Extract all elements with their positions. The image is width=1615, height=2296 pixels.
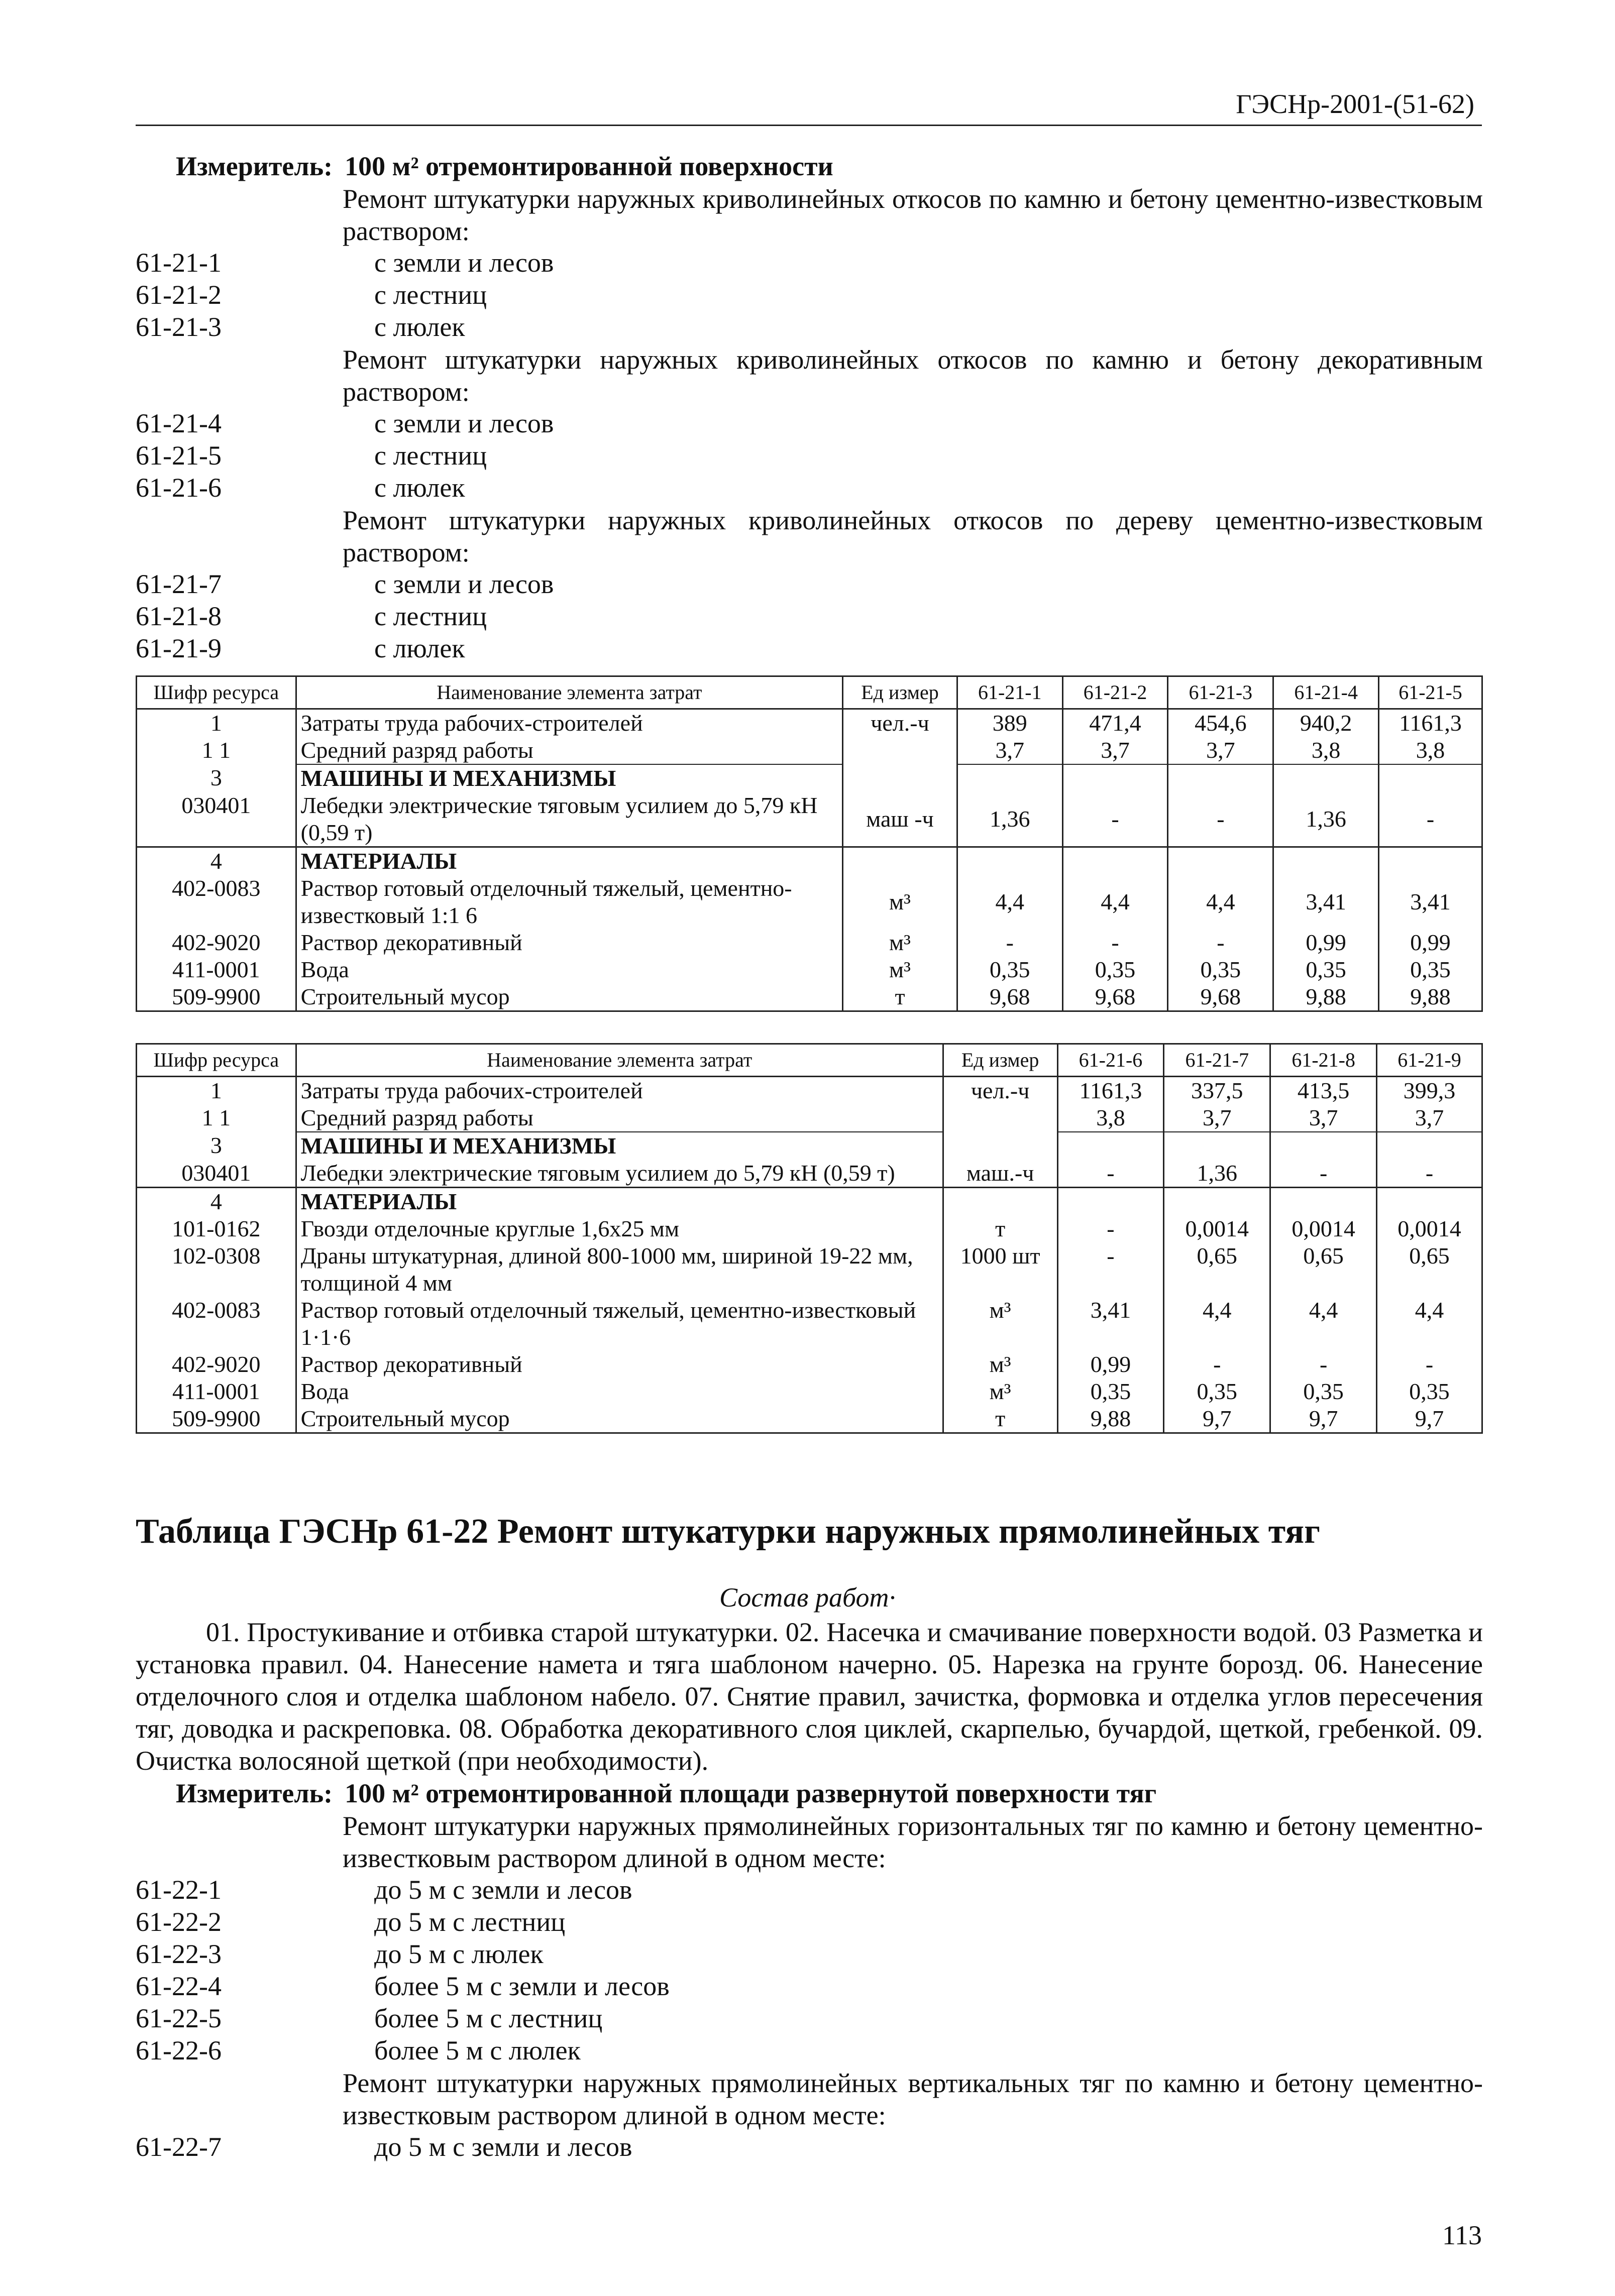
work-item: до 5 м с лестниц xyxy=(374,1907,566,1937)
unit: м³ xyxy=(943,1297,1057,1351)
resource-code: 1 1 xyxy=(137,737,296,764)
work-item: с лестниц xyxy=(374,280,487,310)
norm-value: 0,35 xyxy=(1057,1378,1164,1405)
resource-code: 1 xyxy=(137,1077,296,1105)
norm-value: - xyxy=(1270,1160,1377,1188)
norm-value: 9,68 xyxy=(1062,983,1168,1011)
norm-value: 0,0014 xyxy=(1377,1215,1482,1242)
unit: маш.-ч xyxy=(943,1160,1057,1188)
work-code: 61-22-6 xyxy=(136,2035,222,2065)
norm-value: 9,88 xyxy=(1379,983,1482,1011)
norm-value: 0,99 xyxy=(1057,1351,1164,1378)
work-item: с лестниц xyxy=(374,440,487,471)
norm-value: 3,41 xyxy=(1057,1297,1164,1351)
column-header: Ед измер xyxy=(943,1044,1057,1077)
norm-value: - xyxy=(1377,1351,1482,1378)
norm-value: - xyxy=(1377,1160,1482,1188)
table-row xyxy=(137,1104,1482,1132)
norm-value: 471,4 xyxy=(1062,709,1168,737)
norm-value: 1161,3 xyxy=(1057,1077,1164,1105)
norm-value: 337,5 xyxy=(1164,1077,1270,1105)
page-number: 113 xyxy=(1442,2220,1482,2250)
resource-code: 101-0162 xyxy=(137,1215,296,1242)
work-description: Ремонт штукатурки наружных прямолинейных вертикальных тяг по камню и бетону цементно-известковым раствором длиной в одном месте: xyxy=(343,2068,1483,2130)
column-header: Шифр ресурса xyxy=(137,676,296,709)
column-header: 61-21-9 xyxy=(1377,1044,1482,1077)
table-row xyxy=(137,709,1482,737)
work-description: Ремонт штукатурки наружных криволинейных откосов по дереву цементно-известковым раствором: xyxy=(343,505,1483,567)
work-item: с люлек xyxy=(374,312,465,342)
norm-value: - xyxy=(1379,792,1482,847)
unit: м³ xyxy=(943,1378,1057,1405)
resource-code: 4 xyxy=(137,1188,296,1216)
column-header: 61-21-3 xyxy=(1168,676,1273,709)
table-row xyxy=(137,1188,1482,1216)
resource-code: 411-0001 xyxy=(137,1378,296,1405)
table-row xyxy=(137,875,1482,929)
work-code: 61-22-7 xyxy=(136,2132,222,2162)
section-heading: МАШИНЫ И МЕХАНИЗМЫ xyxy=(296,1132,943,1160)
resource-name: Затраты труда рабочих-строителей xyxy=(296,709,842,737)
norm-value: 1,36 xyxy=(1273,792,1379,847)
resource-name: Раствор декоративный xyxy=(296,929,842,956)
norm-value: - xyxy=(957,929,1062,956)
resource-name: Драны штукатурная, длиной 800-1000 мм, шириной 19-22 мм, толщиной 4 мм xyxy=(296,1242,943,1297)
work-description: Ремонт штукатурки наружных прямолинейных горизонтальных тяг по камню и бетону цементно-известковым раствором длиной в одном месте: xyxy=(343,1811,1483,1873)
work-code: 61-21-5 xyxy=(136,440,222,471)
work-item: до 5 м с люлек xyxy=(374,1939,544,1969)
table-row xyxy=(137,1215,1482,1242)
work-item: до 5 м с земли и лесов xyxy=(374,1875,632,1905)
resource-name: Лебедки электрические тяговым усилием до 5,79 кН (0,59 т) xyxy=(296,792,842,847)
resource-name: Средний разряд работы xyxy=(296,1104,943,1132)
work-code: 61-22-4 xyxy=(136,1971,222,2001)
norm-value: 0,65 xyxy=(1164,1242,1270,1297)
unit: м³ xyxy=(843,875,957,929)
unit: чел.-ч xyxy=(943,1077,1057,1105)
work-item: с лестниц xyxy=(374,601,487,631)
column-header: Ед измер xyxy=(843,676,957,709)
work-code: 61-22-5 xyxy=(136,2003,222,2033)
work-item: более 5 м с люлек xyxy=(374,2035,581,2065)
norm-value: 9,88 xyxy=(1273,983,1379,1011)
resource-code: 030401 xyxy=(137,792,296,847)
norm-value: 3,7 xyxy=(1377,1104,1482,1132)
work-item: с земли и лесов xyxy=(374,569,554,599)
unit: м³ xyxy=(943,1351,1057,1378)
work-item: с земли и лесов xyxy=(374,408,554,438)
work-code: 61-22-1 xyxy=(136,1875,222,1905)
table-header-row xyxy=(137,1044,1482,1077)
work-description: Ремонт штукатурки наружных криволинейных откосов по камню и бетону декоративным раствором: xyxy=(343,345,1483,407)
table-header-row xyxy=(137,676,1482,709)
norm-value: 3,7 xyxy=(1062,737,1168,764)
resource-code: 4 xyxy=(137,847,296,875)
table-row xyxy=(137,737,1482,764)
norm-value: 9,68 xyxy=(957,983,1062,1011)
measure-value: 100 м² отремонтированной площади развернутой поверхности тяг xyxy=(345,1778,1157,1808)
norm-value: - xyxy=(1057,1242,1164,1297)
resource-name: Средний разряд работы xyxy=(296,737,842,764)
table-row xyxy=(137,764,1482,792)
section-heading: МАШИНЫ И МЕХАНИЗМЫ xyxy=(296,764,842,792)
column-header: 61-21-1 xyxy=(957,676,1062,709)
table-row xyxy=(137,847,1482,875)
norm-value: 399,3 xyxy=(1377,1077,1482,1105)
work-item: более 5 м с лестниц xyxy=(374,2003,603,2033)
resource-code: 1 xyxy=(137,709,296,737)
column-header: Шифр ресурса xyxy=(137,1044,296,1077)
norm-value: 0,65 xyxy=(1377,1242,1482,1297)
work-description: Ремонт штукатурки наружных криволинейных откосов по камню и бетону цементно-известковым раствором: xyxy=(343,184,1483,246)
resource-name: Вода xyxy=(296,1378,943,1405)
work-item: с люлек xyxy=(374,633,465,663)
norm-value: 3,7 xyxy=(1270,1104,1377,1132)
measure-line-2 xyxy=(176,1778,1156,1809)
norm-value: 9,88 xyxy=(1057,1405,1164,1433)
norm-value: 0,99 xyxy=(1379,929,1482,956)
table-row xyxy=(137,1132,1482,1160)
column-header: 61-21-5 xyxy=(1379,676,1482,709)
work-code: 61-21-9 xyxy=(136,633,222,663)
measure-label: Измеритель: xyxy=(176,151,333,181)
norm-value: 4,4 xyxy=(957,875,1062,929)
norm-value: 4,4 xyxy=(1164,1297,1270,1351)
norm-value: 9,7 xyxy=(1377,1405,1482,1433)
column-header: 61-21-7 xyxy=(1164,1044,1270,1077)
measure-line-1 xyxy=(176,151,833,182)
norm-value: - xyxy=(1062,792,1168,847)
norm-value: - xyxy=(1057,1215,1164,1242)
norm-value: 3,8 xyxy=(1057,1104,1164,1132)
unit: т xyxy=(843,983,957,1011)
work-code: 61-21-2 xyxy=(136,280,222,310)
norm-value: 3,41 xyxy=(1273,875,1379,929)
norm-value: 9,7 xyxy=(1164,1405,1270,1433)
column-header: 61-21-6 xyxy=(1057,1044,1164,1077)
norm-value: - xyxy=(1164,1351,1270,1378)
resource-code: 3 xyxy=(137,1132,296,1160)
unit: м³ xyxy=(843,929,957,956)
resource-name: Раствор готовый отделочный тяжелый, цементно-известковый 1:1 6 xyxy=(296,875,842,929)
work-code: 61-21-6 xyxy=(136,473,222,503)
section-heading: МАТЕРИАЛЫ xyxy=(296,1188,943,1216)
norm-value: - xyxy=(1168,792,1273,847)
work-code: 61-22-3 xyxy=(136,1939,222,1969)
resource-code: 402-9020 xyxy=(137,1351,296,1378)
column-header: 61-21-8 xyxy=(1270,1044,1377,1077)
work-code: 61-21-1 xyxy=(136,248,222,278)
norm-value: 1,36 xyxy=(957,792,1062,847)
norm-value: 3,7 xyxy=(957,737,1062,764)
work-item: с земли и лесов xyxy=(374,248,554,278)
measure-value: 100 м² отремонтированной поверхности xyxy=(345,151,833,181)
norm-value: - xyxy=(1062,929,1168,956)
norm-value: 9,68 xyxy=(1168,983,1273,1011)
work-code: 61-21-8 xyxy=(136,601,222,631)
norm-value: 0,35 xyxy=(1379,956,1482,983)
norm-value: 0,0014 xyxy=(1270,1215,1377,1242)
work-item: с люлек xyxy=(374,473,465,503)
section-heading: МАТЕРИАЛЫ xyxy=(296,847,842,875)
table-row xyxy=(137,1378,1482,1405)
norm-value: - xyxy=(1057,1160,1164,1188)
norm-value: 389 xyxy=(957,709,1062,737)
table-row xyxy=(137,956,1482,983)
work-item: более 5 м с земли и лесов xyxy=(374,1971,670,2001)
norm-value: 940,2 xyxy=(1273,709,1379,737)
header-rule xyxy=(136,125,1482,126)
norm-value: 4,4 xyxy=(1270,1297,1377,1351)
works-description: 01. Простукивание и отбивка старой штукатурки. 02. Насечка и смачивание поверхности водой. 03 Разметка и установка правил. 04. Нанесение намета и тяга шаблоном начерно. 05. Нарезка на грунте борозд. 06. Нанесение отделочного слоя и отделка шаблоном набело. 07. Снятие правил, зачистка, формовка и отделка углов пересечения тяг, доводка и раскреповка. 08. Обработка декоративного слоя циклей, скарпелью, бучардой, щеткой, гребенкой. 09. Очистка волосяной щеткой (при необходимости). xyxy=(136,1617,1483,1776)
unit xyxy=(943,1104,1057,1132)
table-row xyxy=(137,1405,1482,1433)
unit: т xyxy=(943,1215,1057,1242)
resource-name: Гвозди отделочные круглые 1,6х25 мм xyxy=(296,1215,943,1242)
norm-value: 0,35 xyxy=(1168,956,1273,983)
norm-value: 1161,3 xyxy=(1379,709,1482,737)
work-code: 61-22-2 xyxy=(136,1907,222,1937)
norm-value: 0,0014 xyxy=(1164,1215,1270,1242)
table-row xyxy=(137,1077,1482,1105)
norm-value: 0,35 xyxy=(1270,1378,1377,1405)
norm-value: 4,4 xyxy=(1168,875,1273,929)
works-heading: Состав работ· xyxy=(719,1582,896,1613)
unit: 1000 шт xyxy=(943,1242,1057,1297)
resource-code: 3 xyxy=(137,764,296,792)
norm-value: 4,4 xyxy=(1377,1297,1482,1351)
norm-value: 0,35 xyxy=(1062,956,1168,983)
resource-code: 402-9020 xyxy=(137,929,296,956)
resource-name: Строительный мусор xyxy=(296,1405,943,1433)
table-row xyxy=(137,1242,1482,1297)
norm-value: - xyxy=(1270,1351,1377,1378)
column-header: 61-21-2 xyxy=(1062,676,1168,709)
unit: т xyxy=(943,1405,1057,1433)
measure-label: Измеритель: xyxy=(176,1778,333,1808)
norm-value: 0,65 xyxy=(1270,1242,1377,1297)
work-code: 61-21-3 xyxy=(136,312,222,342)
norm-value: 1,36 xyxy=(1164,1160,1270,1188)
resource-code: 030401 xyxy=(137,1160,296,1188)
norm-value: 0,35 xyxy=(957,956,1062,983)
resource-name: Затраты труда рабочих-строителей xyxy=(296,1077,943,1105)
resource-code: 509-9900 xyxy=(137,1405,296,1433)
norm-value: 9,7 xyxy=(1270,1405,1377,1433)
resource-code: 411-0001 xyxy=(137,956,296,983)
norm-value: 3,8 xyxy=(1273,737,1379,764)
work-code: 61-21-7 xyxy=(136,569,222,599)
resource-name: Строительный мусор xyxy=(296,983,842,1011)
column-header: Наименование элемента затрат xyxy=(296,1044,943,1077)
unit: м³ xyxy=(843,956,957,983)
norm-value: 3,7 xyxy=(1164,1104,1270,1132)
unit: маш -ч xyxy=(843,792,957,847)
unit: чел.-ч xyxy=(843,709,957,737)
resource-code: 1 1 xyxy=(137,1104,296,1132)
resource-code: 102-0308 xyxy=(137,1242,296,1297)
norm-value: 0,35 xyxy=(1164,1378,1270,1405)
norm-value: 0,99 xyxy=(1273,929,1379,956)
norm-value: 413,5 xyxy=(1270,1077,1377,1105)
unit xyxy=(843,737,957,764)
resource-table-2 xyxy=(136,1043,1483,1434)
resource-code: 509-9900 xyxy=(137,983,296,1011)
work-code: 61-21-4 xyxy=(136,408,222,438)
table-row xyxy=(137,1297,1482,1351)
resource-name: Раствор декоративный xyxy=(296,1351,943,1378)
document-code: ГЭСНр-2001-(51-62) xyxy=(1236,89,1474,119)
table-row xyxy=(137,929,1482,956)
norm-value: 4,4 xyxy=(1062,875,1168,929)
resource-code: 402-0083 xyxy=(137,875,296,929)
norm-value: 3,8 xyxy=(1379,737,1482,764)
column-header: Наименование элемента затрат xyxy=(296,676,842,709)
table-row xyxy=(137,983,1482,1011)
norm-value: 0,35 xyxy=(1377,1378,1482,1405)
work-item: до 5 м с земли и лесов xyxy=(374,2132,632,2162)
norm-value: 3,41 xyxy=(1379,875,1482,929)
table-title: Таблица ГЭСНр 61-22 Ремонт штукатурки наружных прямолинейных тяг xyxy=(136,1512,1320,1551)
resource-code: 402-0083 xyxy=(137,1297,296,1351)
resource-name: Вода xyxy=(296,956,842,983)
resource-name: Лебедки электрические тяговым усилием до 5,79 кН (0,59 т) xyxy=(296,1160,943,1188)
table-row xyxy=(137,792,1482,847)
column-header: 61-21-4 xyxy=(1273,676,1379,709)
resource-table-1 xyxy=(136,675,1483,1012)
norm-value: 454,6 xyxy=(1168,709,1273,737)
norm-value: 3,7 xyxy=(1168,737,1273,764)
norm-value: 0,35 xyxy=(1273,956,1379,983)
table-row xyxy=(137,1351,1482,1378)
resource-name: Раствор готовый отделочный тяжелый, цементно-известковый 1·1·6 xyxy=(296,1297,943,1351)
norm-value: - xyxy=(1168,929,1273,956)
table-row xyxy=(137,1160,1482,1188)
